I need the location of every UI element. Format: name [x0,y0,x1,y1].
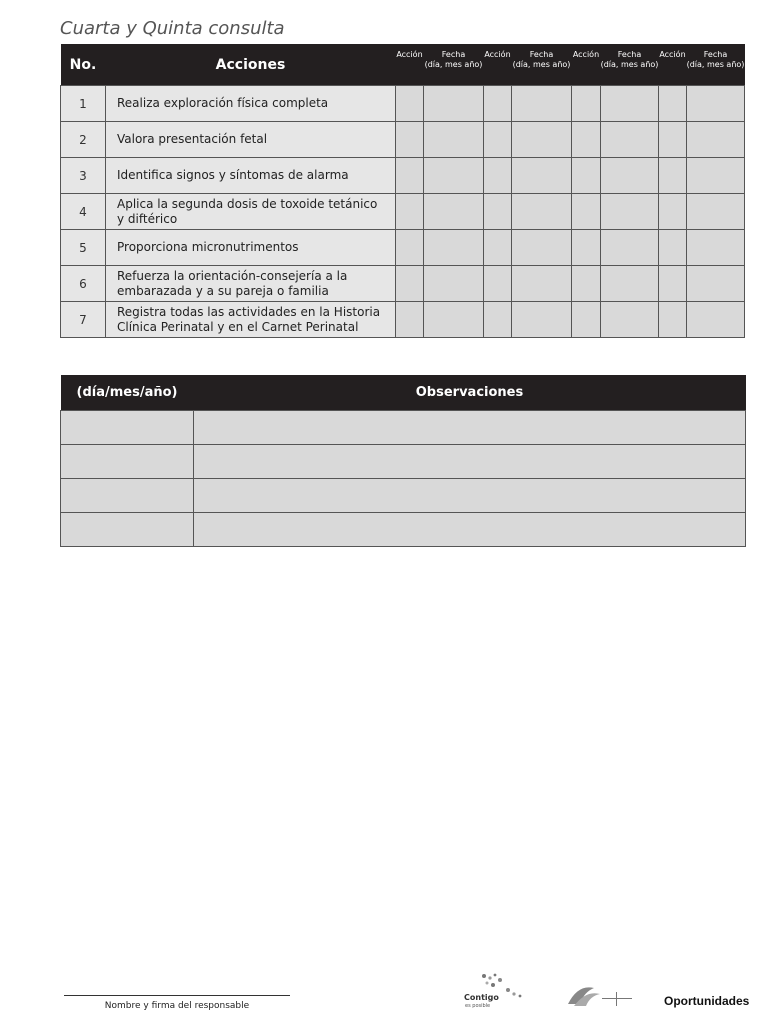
accion-cell[interactable] [396,86,424,122]
accion-cell[interactable] [659,158,687,194]
accion-cell[interactable] [659,194,687,230]
fecha-cell[interactable] [424,158,484,194]
table-row [61,230,745,266]
header-fecha-4: Fecha (día, mes año) [687,44,745,86]
fecha-cell[interactable] [512,194,572,230]
signature-label: Nombre y firma del responsable [104,1001,250,1011]
row-action-text: Proporciona micronutrimentos [106,230,396,266]
header-no: No. [61,44,106,86]
accion-cell[interactable] [484,158,512,194]
row-number: 2 [61,122,106,158]
accion-cell[interactable] [484,86,512,122]
fecha-cell[interactable] [601,302,659,338]
oportunidades-logo: Oportunidades [664,994,750,1008]
accion-cell[interactable] [484,230,512,266]
header-accion-2: Acción [484,44,512,86]
accion-cell[interactable] [572,266,601,302]
row-number: 3 [61,158,106,194]
accion-cell[interactable] [396,302,424,338]
accion-cell[interactable] [396,122,424,158]
observations-table [60,375,746,547]
row-number: 1 [61,86,106,122]
fecha-cell[interactable] [424,194,484,230]
header-accion-3: Acción [572,44,601,86]
accion-cell[interactable] [572,122,601,158]
fecha-cell[interactable] [512,230,572,266]
fecha-cell[interactable] [601,266,659,302]
accion-cell[interactable] [659,122,687,158]
fecha-cell[interactable] [601,86,659,122]
accion-cell[interactable] [572,158,601,194]
row-action-text: Registra todas las actividades en la Historia Clínica Perinatal y en el Carnet Perinatal [106,302,396,338]
table-row [61,122,745,158]
table-row [61,158,745,194]
date-cell[interactable] [61,411,194,445]
date-cell[interactable] [61,479,194,513]
accion-cell[interactable] [572,302,601,338]
fecha-cell[interactable] [424,122,484,158]
actions-header-row [61,44,745,86]
table-row [61,411,746,445]
row-number: 6 [61,266,106,302]
accion-cell[interactable] [572,194,601,230]
fecha-cell[interactable] [424,302,484,338]
fecha-cell[interactable] [512,158,572,194]
accion-cell[interactable] [396,266,424,302]
salud-logo [566,978,636,1012]
fecha-cell[interactable] [424,266,484,302]
date-cell[interactable] [61,513,194,547]
fecha-cell[interactable] [687,230,745,266]
accion-cell[interactable] [484,266,512,302]
fecha-cell[interactable] [424,86,484,122]
accion-cell[interactable] [572,230,601,266]
row-number: 4 [61,194,106,230]
fecha-cell[interactable] [512,122,572,158]
accion-cell[interactable] [659,230,687,266]
contigo-logo [462,970,532,1010]
signature-line [64,995,290,996]
observation-cell[interactable] [194,479,746,513]
contigo-logo-text: Contigo [464,993,499,1002]
accion-cell[interactable] [484,194,512,230]
fecha-cell[interactable] [424,230,484,266]
fecha-cell[interactable] [687,302,745,338]
observation-cell[interactable] [194,445,746,479]
row-action-text: Identifica signos y síntomas de alarma [106,158,396,194]
row-action-text: Refuerza la orientación-consejería a la embarazada y a su pareja o familia [106,266,396,302]
accion-cell[interactable] [396,158,424,194]
page-title: Cuarta y Quinta consulta [60,18,285,39]
table-row [61,479,746,513]
accion-cell[interactable] [659,86,687,122]
fecha-cell[interactable] [687,266,745,302]
row-action-text: Valora presentación fetal [106,122,396,158]
table-row [61,194,745,230]
header-observaciones: Observaciones [194,375,746,411]
fecha-cell[interactable] [601,158,659,194]
fecha-cell[interactable] [601,230,659,266]
contigo-logo-subtext: es posible [465,1003,491,1009]
header-fecha-1: Fecha (día, mes año) [424,44,484,86]
observation-cell[interactable] [194,513,746,547]
header-accion-1: Acción [396,44,424,86]
header-acciones: Acciones [106,44,396,86]
accion-cell[interactable] [484,122,512,158]
table-row [61,513,746,547]
table-row [61,86,745,122]
header-accion-4: Acción [659,44,687,86]
table-row [61,302,745,338]
row-action-text: Aplica la segunda dosis de toxoide tetánico y diftérico [106,194,396,230]
accion-cell[interactable] [659,266,687,302]
fecha-cell[interactable] [512,86,572,122]
header-fecha-2: Fecha (día, mes año) [512,44,572,86]
header-fecha-3: Fecha (día, mes año) [601,44,659,86]
fecha-cell[interactable] [687,86,745,122]
table-row [61,445,746,479]
fecha-cell[interactable] [687,122,745,158]
fecha-cell[interactable] [512,302,572,338]
row-action-text: Realiza exploración física completa [106,86,396,122]
observations-header-row [61,375,746,411]
accion-cell[interactable] [396,230,424,266]
row-number: 7 [61,302,106,338]
table-row [61,266,745,302]
fecha-cell[interactable] [601,194,659,230]
fecha-cell[interactable] [512,266,572,302]
row-number: 5 [61,230,106,266]
fecha-cell[interactable] [687,158,745,194]
accion-cell[interactable] [396,194,424,230]
fecha-cell[interactable] [687,194,745,230]
date-cell[interactable] [61,445,194,479]
actions-table [60,44,745,338]
header-date: (día/mes/año) [61,375,194,411]
accion-cell[interactable] [572,86,601,122]
fecha-cell[interactable] [601,122,659,158]
accion-cell[interactable] [659,302,687,338]
observation-cell[interactable] [194,411,746,445]
accion-cell[interactable] [484,302,512,338]
